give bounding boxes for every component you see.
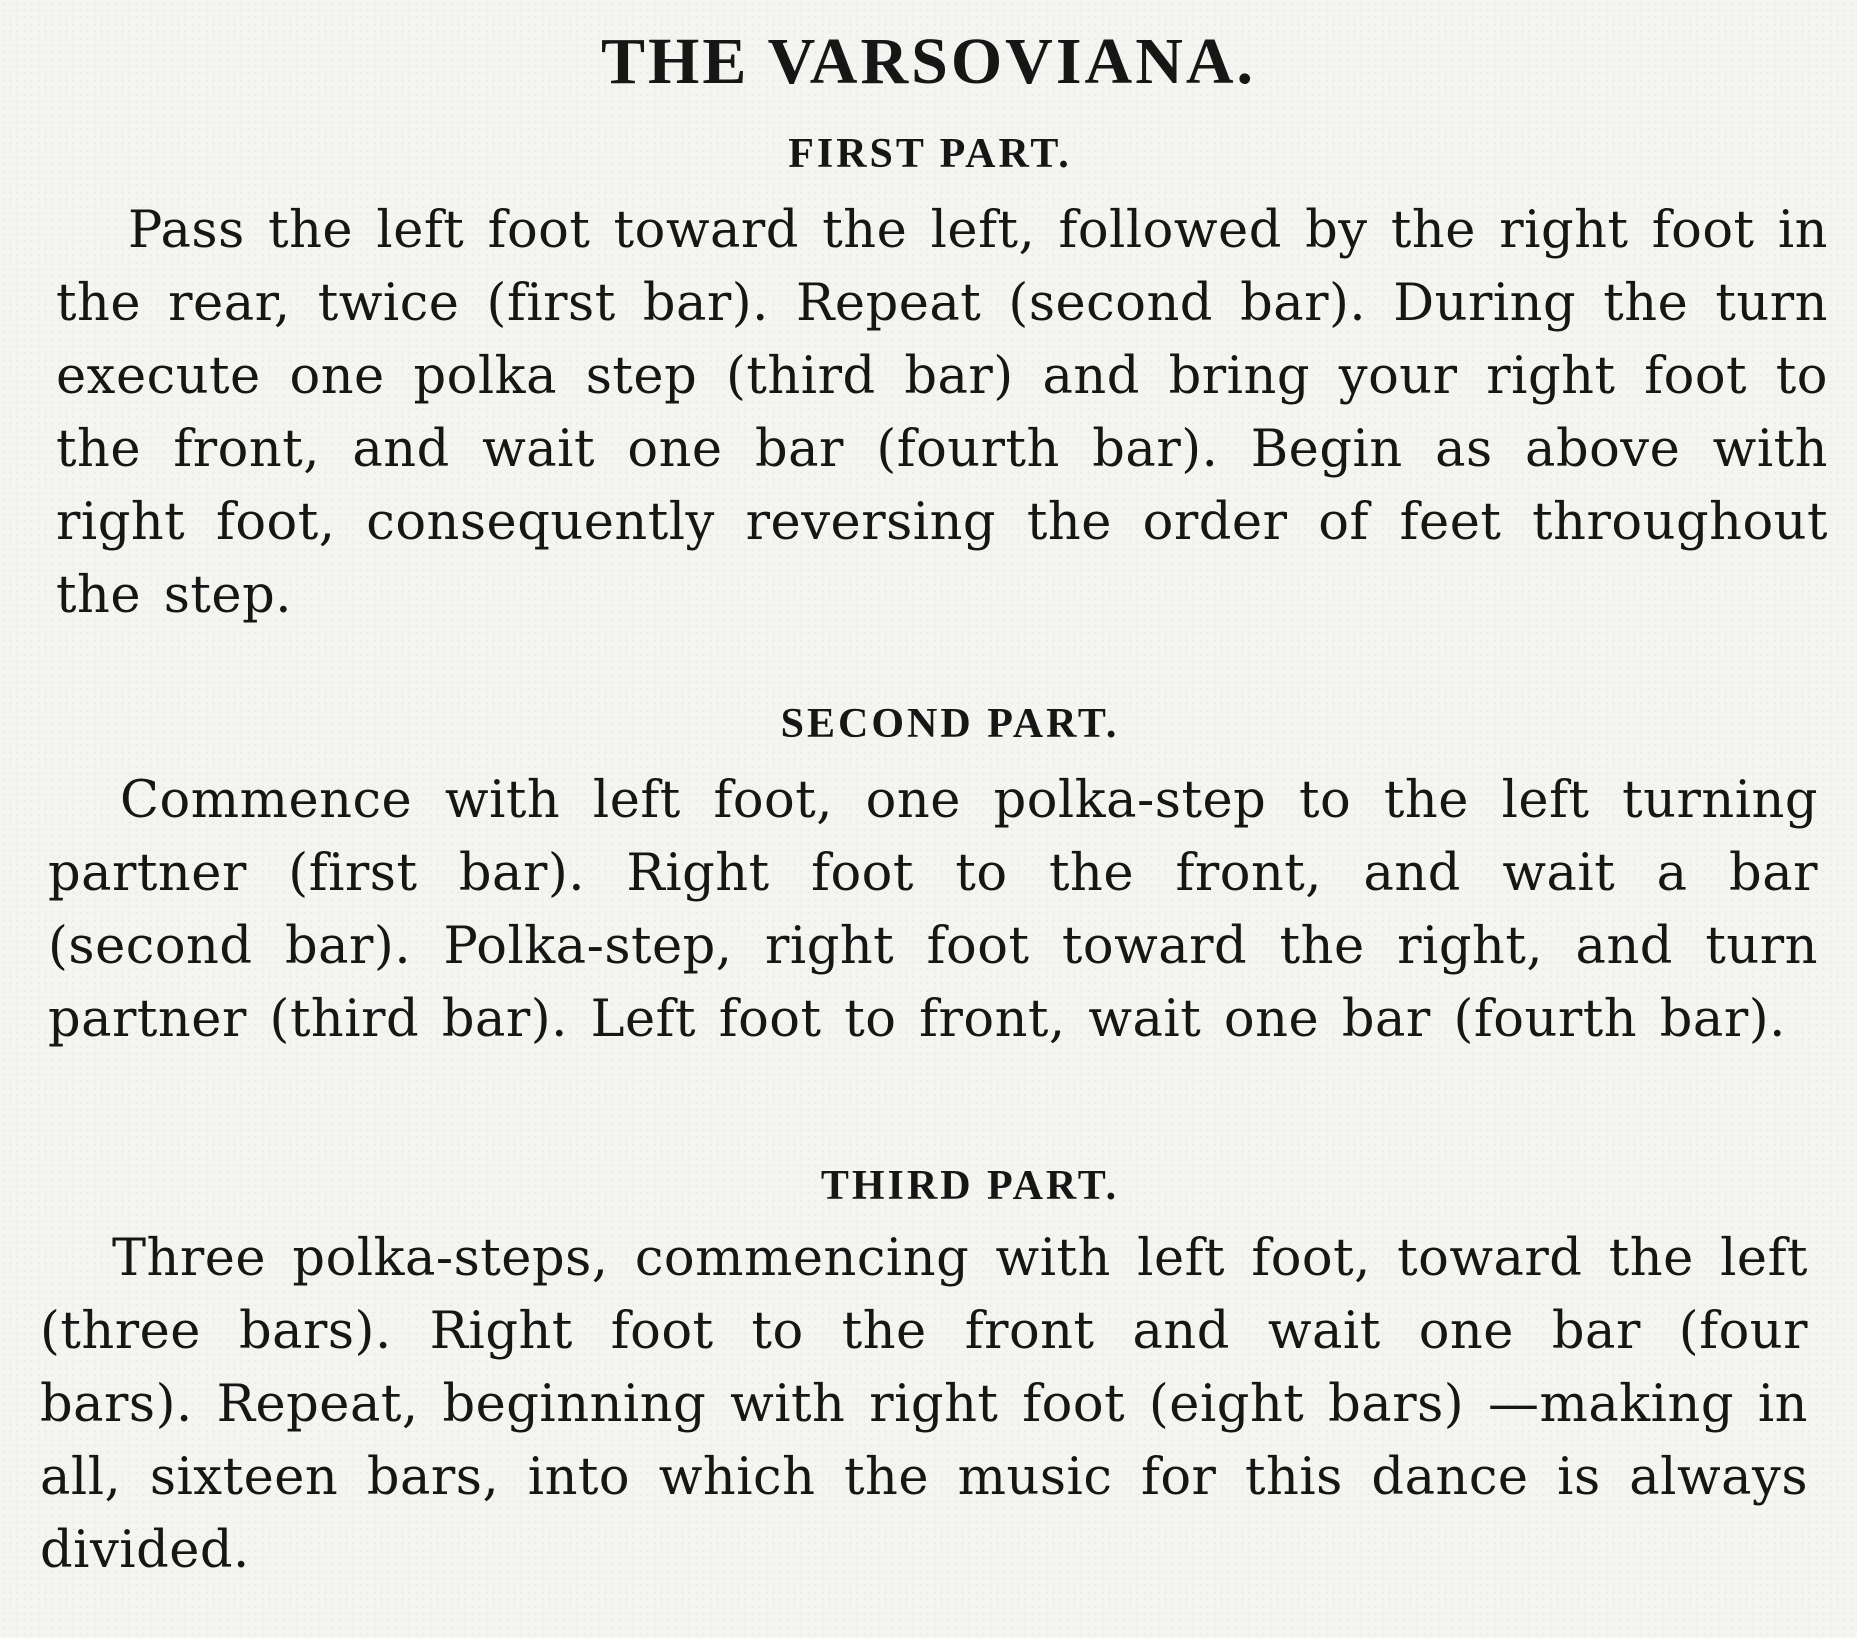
first-part-paragraph: Pass the left foot toward the left, followed by the right foot in the rear, twice (first bar). Repeat (second bar). During the turn execute one polka step (third bar) and bring your right foot to the front, and wait one bar (fourth bar). Begin as above with right foot, consequently reversing the order of feet throughout the step. <box>56 201 1828 625</box>
third-part-paragraph: Three polka-steps, commencing with left foot, toward the left (three bars). Right foot to the front and wait one bar (four bars). Repeat, beginning with right foot (eight bars) —making in all, sixteen bars, into which the music for this dance is always divided. <box>40 1229 1808 1580</box>
second-part-heading: SECOND PART. <box>780 701 1120 747</box>
third-part-heading: THIRD PART. <box>820 1163 1120 1209</box>
document-title: THE VARSOVIANA. <box>600 25 1257 98</box>
first-part-heading: FIRST PART. <box>788 131 1072 177</box>
second-part-paragraph: Commence with left foot, one polka-step to the left turning partner (first bar). Right foot to the front, and wait a bar (second bar). Polka-step, right foot toward the right, and turn partner (third bar). Left foot to front, wait one bar (fourth bar). <box>48 771 1818 1049</box>
